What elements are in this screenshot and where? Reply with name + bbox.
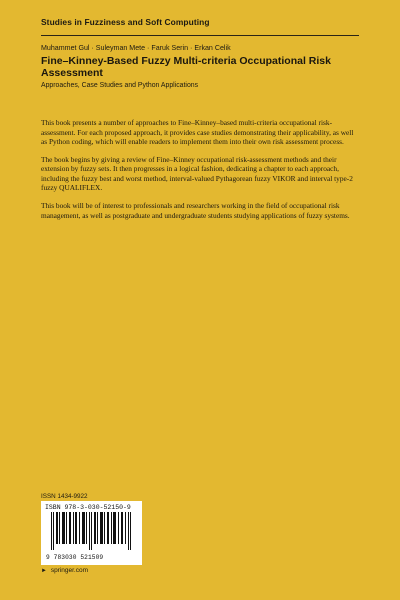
book-subtitle: Approaches, Case Studies and Python Applications xyxy=(41,82,199,89)
publisher-website-label[interactable]: springer.com xyxy=(50,567,89,574)
isbn-number: ISBN 978-3-030-52150-9 xyxy=(45,504,131,511)
book-title: Fine–Kinney-Based Fuzzy Multi-criteria Occupational Risk Assessment xyxy=(41,55,331,80)
arrow-right-icon: ► xyxy=(41,568,47,574)
publisher-website[interactable] xyxy=(41,567,88,574)
isbn-barcode-panel xyxy=(41,501,142,565)
issn-number: ISSN 1434-9922 xyxy=(41,493,88,500)
description-paragraph-2: The book begins by giving a review of Fine–Kinney occupational risk-assessment methods and their extension by fuzzy sets. It then progresses in a logical fashion, dedicating a chapter to each approach, including the fuzzy best and worst method, interval-valued Pythagorean fuzzy VIKOR and interval type-2 fuzzy QUALIFLEX. xyxy=(41,154,353,193)
description-paragraph-1: This book presents a number of approaches to Fine–Kinney–based multi-criteria occupational risk-assessment. For each proposed approach, it provides case studies demonstrating their applicability, as well as Python coding, which will enable readers to implement them into their own risk assessment process. xyxy=(41,118,354,147)
book-description xyxy=(41,118,354,228)
barcode-icon xyxy=(51,512,135,550)
book-authors: Muhammet Gul · Suleyman Mete · Faruk Serin · Erkan Celik xyxy=(41,44,231,52)
series-divider xyxy=(41,35,359,36)
description-paragraph-3: This book will be of interest to professionals and researchers working in the field of occupational risk management, as well as postgraduate and undergraduate students studying applications of fuzzy systems. xyxy=(41,201,350,220)
series-title: Studies in Fuzziness and Soft Computing xyxy=(41,17,210,27)
barcode-digits: 9 783030 521509 xyxy=(46,554,104,561)
